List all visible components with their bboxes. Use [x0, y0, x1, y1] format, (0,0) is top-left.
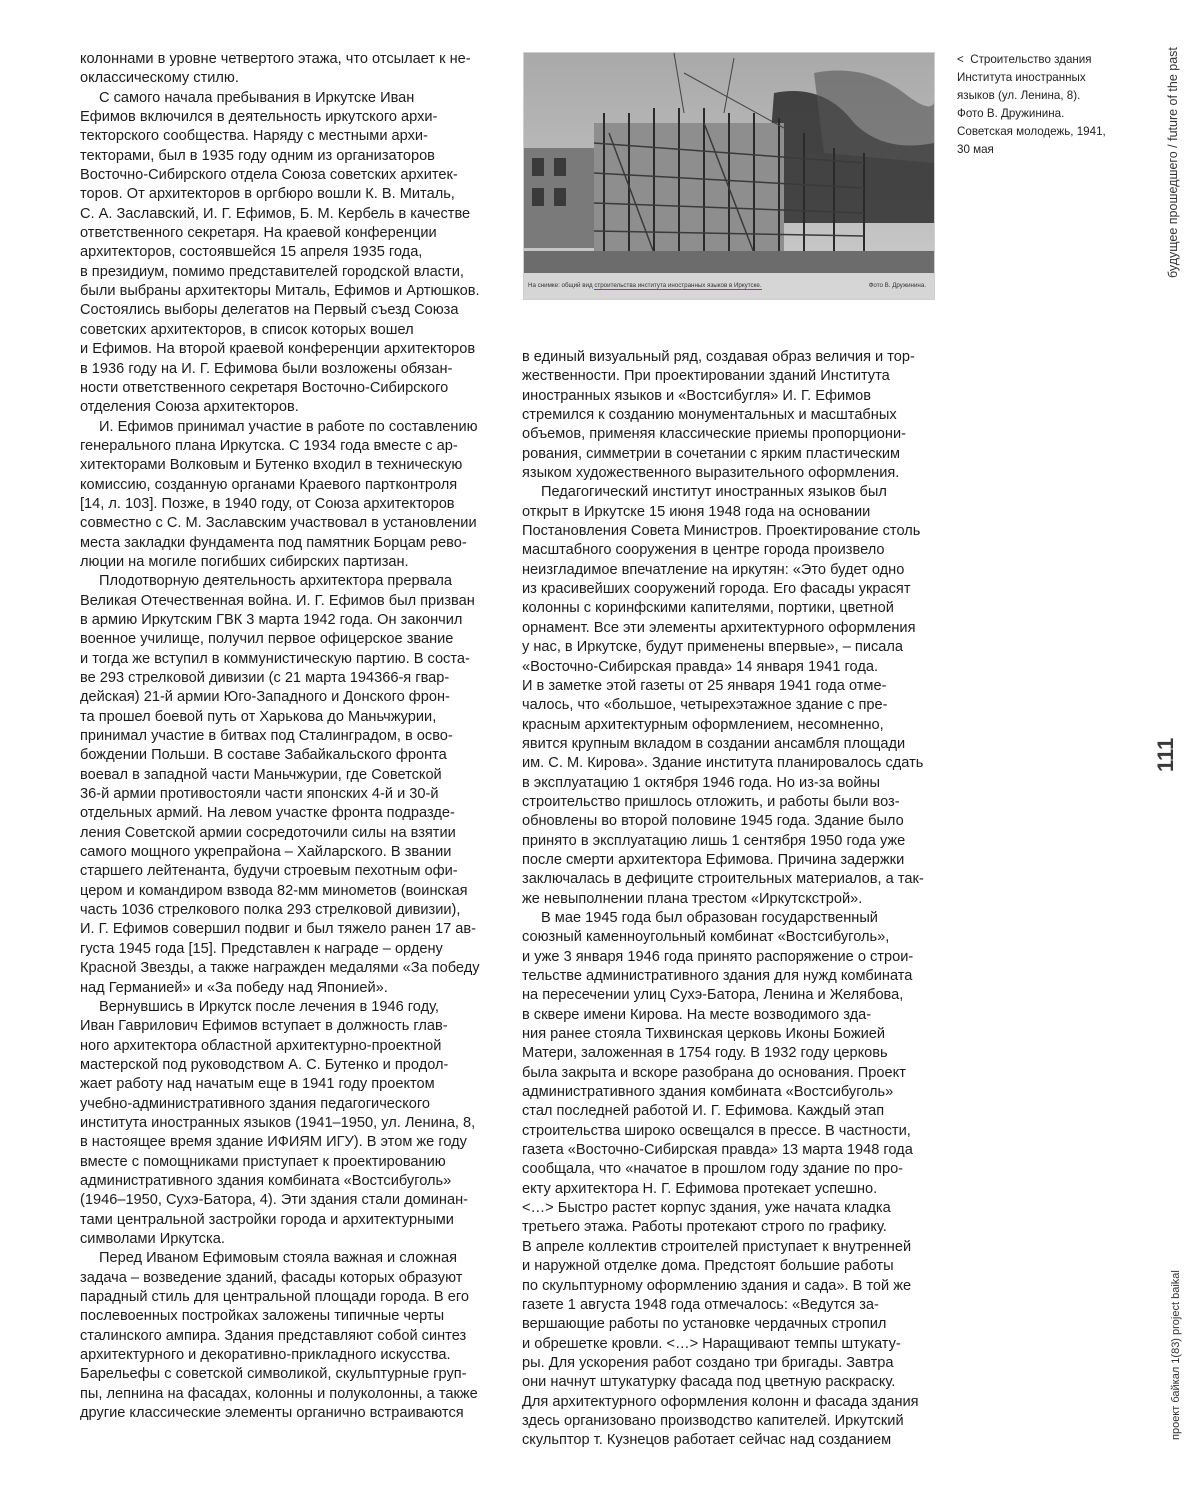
text-line: в президиум, помимо представителей городской власти, — [80, 263, 464, 280]
text-line: открыт в Иркутске 15 июня 1948 года на основании — [522, 503, 871, 520]
text-line: здесь организовано производство капителей. Иркутский — [522, 1412, 904, 1429]
text-line: неизгладимое впечатление на иркутян: «Это будет одно — [522, 561, 905, 578]
text-line: Перед Иваном Ефимовым стояла важная и сложная — [99, 1250, 458, 1267]
text-line: часть 1036 стрелкового полка 293 стрелковой дивизии), — [80, 902, 461, 919]
text-line: ния ранее стояла Тихвинская церковь Иконы Божией — [522, 1026, 886, 1043]
text-line: масштабного сооружения в центре города произвело — [522, 542, 885, 559]
text-line: ления Советской армии сосредоточили силы на взятии — [80, 824, 456, 841]
text-line: С самого начала пребывания в Иркутске Иван — [99, 89, 415, 106]
side-caption-line: < Строительство здания — [957, 53, 1092, 66]
right-text-column — [522, 348, 940, 1451]
text-line: совместно с С. М. Заславским участвовал в установлении — [80, 515, 477, 532]
text-line: воевал в западной части Маньчжурии, где Советской — [80, 766, 442, 783]
text-line: и тогда же вступил в коммунистическую партию. В соста- — [80, 650, 470, 667]
text-line: в единый визуальный ряд, создавая образ величия и тор- — [522, 349, 915, 365]
text-line: текторского сообщества. Наряду с местными архи- — [80, 128, 428, 145]
text-line: самого мощного укрепрайона – Хайларского. В звании — [80, 844, 452, 861]
photo-caption-left: На снимке: общий вид — [528, 282, 593, 289]
text-line: Состоялись выборы делегатов на Первый съезд Союза — [80, 302, 459, 319]
text-line: цером и командиром взвода 82-мм минометов (воинская — [80, 882, 468, 899]
text-line: генерального плана Иркутска. С 1934 года вместе с ар- — [80, 437, 458, 454]
text-line: строительства широко освещался в прессе. В частности, — [522, 1122, 911, 1139]
text-line: в настоящее время здание ИФИЯМ ИГУ). В этом же году — [80, 1134, 467, 1151]
text-line: и обрешетке кровли. <…> Наращивают темпы штукату- — [522, 1335, 901, 1352]
text-line: жественности. При проектировании зданий Института — [522, 368, 890, 385]
text-line: Плодотворную деятельность архитектора прервала — [99, 573, 452, 590]
running-head: будущее прошедшего / future of the past — [1166, 47, 1180, 278]
text-line: текторами, был в 1935 году одним из организаторов — [80, 147, 435, 164]
text-line: над Германией» и «За победу над Японией». — [80, 979, 388, 996]
text-line: бождении Польши. В составе Забайкальского фронта — [80, 747, 447, 764]
text-line: 36-й армии противостояли части японских 4-й и 30-й — [80, 786, 439, 803]
photo-caption-strip — [524, 273, 934, 299]
text-line: Ефимов включился в деятельность иркутского архи- — [80, 109, 438, 126]
text-line: ного архитектора областной архитектурно-проектной — [80, 1037, 442, 1054]
text-line: иностранных языков и «Востсибугля» И. Г. Ефимов — [522, 387, 872, 404]
side-caption-line: Советская молодежь, 1941, — [957, 125, 1106, 138]
text-line: в сквере имени Кирова. На месте возводимого зда- — [522, 1006, 872, 1023]
text-line: отделения Союза архитекторов. — [80, 399, 299, 416]
text-line: принимал участие в битвах под Сталинградом, в осво- — [80, 728, 453, 745]
text-line: они начнут штукатурку фасада под цветную раскраску. — [522, 1374, 896, 1391]
text-line: «Восточно-Сибирская правда» 14 января 1941 года. — [522, 658, 879, 675]
text-line: В мае 1945 года был образован государственный — [541, 909, 878, 926]
text-line: сообщала, что «начатое в прошлом году здание по про- — [522, 1161, 904, 1178]
text-line: ответственного секретаря. На краевой конференции — [80, 225, 437, 242]
text-line: Великая Отечественная война. И. Г. Ефимов был призван — [80, 592, 475, 609]
text-line: Постановления Совета Министров. Проектирование столь — [522, 523, 921, 540]
text-line: Иван Гаврилович Ефимов вступает в должность глав- — [80, 1018, 448, 1035]
text-line: колонны с коринфскими капителями, портики, цветной — [522, 600, 894, 617]
text-line: Педагогический институт иностранных языков был — [541, 484, 887, 501]
text-line: третьего этажа. Работы протекают строго по графику. — [522, 1219, 887, 1236]
text-line: И в заметке этой газеты от 25 января 1941 года отме- — [522, 677, 887, 694]
text-line: советских архитекторов, в список которых вошел — [80, 321, 414, 338]
text-line: [14, л. 103]. Позже, в 1940 году, от Союза архитекторов — [80, 495, 455, 512]
text-line: в армию Иркутским ГВК 3 марта 1942 года. Он закончил — [80, 611, 463, 628]
text-line: языком художественного выразительного оформления. — [522, 465, 900, 482]
text-line: тельстве административного здания для нужд комбината — [522, 968, 913, 984]
text-line: жает работу над начатым еще в 1941 году проектом — [80, 1076, 435, 1093]
text-line: та прошел боевой путь от Харькова до Маньчжурии, — [80, 708, 437, 725]
text-line: объемов, применяя классические приемы пропорциони- — [522, 426, 906, 443]
text-line: рования, симметрии в сочетании с ярким пластическим — [522, 445, 901, 462]
text-line: из красивейших сооружений города. Его фасады украсят — [522, 581, 911, 598]
text-line: (1946–1950, Сухэ-Батора, 4). Эти здания стали доминан- — [80, 1192, 469, 1209]
text-line: строительство пришлось отложить, и работы были воз- — [522, 793, 900, 810]
text-line: газета «Восточно-Сибирская правда» 13 марта 1948 года — [522, 1142, 913, 1159]
text-line: Для архитектурного оформления колонн и фасада здания — [522, 1393, 919, 1410]
text-line: люции на могиле погибших сибирских партизан. — [80, 553, 409, 570]
side-caption-line: языков (ул. Ленина, 8). — [957, 89, 1081, 102]
photo-caption-underlined: строительства института иностранных языков в Иркутске. — [594, 282, 762, 289]
text-line: и наружной отделке дома. Предстоят большие работы — [522, 1258, 894, 1275]
text-line: вместе с помощниками приступает к проектированию — [80, 1153, 446, 1170]
text-line: екту архитектора Н. Г. Ефимова протекает успешно. — [522, 1180, 878, 1197]
text-line: чалось, что «большое, четырехэтажное здание с пре- — [522, 697, 888, 714]
text-line: стал последней работой И. Г. Ефимова. Каждый этап — [522, 1103, 885, 1120]
text-line: же невыполнении плана трестом «Иркутскстрой». — [522, 890, 863, 907]
text-line: С. А. Заславский, И. Г. Ефимов, Б. М. Кербель в качестве — [80, 205, 471, 222]
text-line: парадный стиль для центральной площади города. В его — [80, 1289, 469, 1305]
text-line: административного здания комбината «Востсибуголь» — [522, 1084, 894, 1101]
text-line: принято в эксплуатацию лишь 1 сентября 1950 года уже — [522, 832, 906, 849]
text-line: Матери, заложенная в 1754 году. В 1932 году церковь — [522, 1045, 888, 1062]
text-line: Вернувшись в Иркутск после лечения в 1946 году, — [99, 998, 439, 1015]
text-line: хитекторами Волковым и Бутенко входил в техническую — [80, 457, 463, 474]
text-line: <…> Быстро растет корпус здания, уже начата кладка — [522, 1200, 891, 1217]
text-line: и уже 3 января 1946 года принято распоряжение о строи- — [522, 948, 914, 965]
text-line: Барельефы с советской символикой, скульптурные груп- — [80, 1366, 467, 1383]
text-line: И. Г. Ефимов совершил подвиг и был тяжело ранен 17 ав- — [80, 921, 476, 938]
text-line: в 1936 году на И. Г. Ефимова были возложены обязан- — [80, 360, 453, 377]
text-line: в эксплуатацию 1 октября 1946 года. Но из-за войны — [522, 774, 881, 791]
text-line: задача – возведение зданий, фасады которых образуют — [80, 1269, 463, 1286]
text-line: после смерти архитектора Ефимова. Причина задержки — [522, 851, 905, 868]
text-line: обновлены во второй половине 1945 года. Здание было — [522, 813, 904, 830]
construction-photo-image — [524, 53, 934, 273]
text-line: архитектурного и декоративно-прикладного искусства. — [80, 1347, 451, 1364]
text-line: оклассическому стилю. — [80, 70, 239, 87]
text-line: Восточно-Сибирского отдела Союза советских архитек- — [80, 167, 458, 184]
text-line: густа 1945 года [15]. Представлен к награде – ордену — [80, 940, 443, 957]
page-number: 111 — [1153, 737, 1178, 772]
text-line: вершающие работы по установке чердачных стропил — [522, 1316, 887, 1333]
text-line: другие классические элементы органично встраиваются — [80, 1405, 464, 1422]
text-line: красным архитектурным оформлением, несомненно, — [522, 716, 884, 733]
text-line: дейская) 21-й армии Юго-Западного и Донского фрон- — [80, 689, 450, 706]
text-line: пы, лепнина на фасадах, колонны и полуколонны, а также — [80, 1385, 478, 1402]
text-line: по скульптурному оформлению здания и сада». В той же — [522, 1277, 912, 1294]
text-line: была закрыта и вскоре разобрана до основания. Проект — [522, 1064, 906, 1081]
text-line: института иностранных языков (1941–1950, ул. Ленина, 8, — [80, 1114, 476, 1131]
text-line: газете 1 августа 1948 года отмечалось: «Ведутся за- — [522, 1296, 879, 1313]
text-line: мастерской под руководством А. С. Бутенко и продол- — [80, 1056, 449, 1073]
text-line: административного здания комбината «Востсибуголь» — [80, 1172, 452, 1189]
photo-caption-credit: Фото В. Дружинина. — [868, 282, 926, 289]
text-line: В апреле коллектив строителей приступает к внутренней — [522, 1238, 912, 1255]
text-line: союзный каменноугольный комбинат «Востсибуголь», — [522, 929, 890, 946]
text-line: И. Ефимов принимал участие в работе по составлению — [99, 418, 478, 435]
left-text-column — [80, 50, 500, 1423]
text-line: Красной Звезды, а также награжден медалями «За победу — [80, 960, 480, 977]
text-line: орнамент. Все эти элементы архитектурного оформления — [522, 619, 916, 636]
journal-line: проект байкал 1(83) project baikal — [1170, 1270, 1182, 1440]
text-line: символами Иркутска. — [80, 1230, 225, 1247]
text-line: явится крупным вкладом в создании ансамбля площади — [522, 735, 906, 752]
text-line: колоннами в уровне четвертого этажа, что отсылает к не- — [80, 51, 471, 67]
side-caption — [957, 51, 1147, 159]
text-line: у нас, в Иркутске, будут применены впервые», – писала — [522, 639, 904, 656]
text-line: отдельных армий. На левом участке фронта подразде- — [80, 805, 455, 822]
text-line: комиссию, созданную органами Краевого партконтроля — [80, 476, 458, 493]
text-line: стремился к созданию монументальных и масштабных — [522, 407, 897, 424]
text-line: места закладки фундамента под памятник Борцам рево- — [80, 534, 467, 551]
text-line: военное училище, получил первое офицерское звание — [80, 631, 454, 648]
construction-photo — [523, 52, 935, 300]
text-line: и Ефимов. На второй краевой конференции архитекторов — [80, 341, 476, 358]
side-caption-line: Фото В. Дружинина. — [957, 107, 1065, 120]
text-line: тами центральной застройки города и архитектурными — [80, 1211, 454, 1228]
text-line: ве 293 стрелковой дивизии (с 21 марта 194366-я гвар- — [80, 670, 450, 686]
text-line: учебно-административного здания педагогического — [80, 1095, 430, 1112]
text-line: сталинского ампира. Здания представляют собой синтез — [80, 1327, 467, 1344]
text-line: заключалась в дефиците строительных материалов, а так- — [522, 871, 924, 888]
text-line: торов. От архитекторов в оргбюро вошли К. В. Миталь, — [80, 186, 455, 203]
text-line: ности ответственного секретаря Восточно-Сибирского — [80, 379, 449, 396]
side-caption-line: Института иностранных — [957, 71, 1086, 84]
text-line: архитекторов, состоявшейся 15 апреля 1935 года, — [80, 244, 423, 261]
text-line: скульптор т. Кузнецов работает сейчас над созданием — [522, 1432, 892, 1449]
text-line: на пересечении улиц Сухэ-Батора, Ленина и Желябова, — [522, 987, 904, 1004]
text-line: им. С. М. Кирова». Здание института планировалось сдать — [522, 755, 924, 772]
text-line: ры. Для ускорения работ создано три бригады. Завтра — [522, 1354, 894, 1371]
text-line: старшего лейтенанта, будучи строевым пехотным офи- — [80, 863, 458, 880]
text-line: были выбраны архитекторы Миталь, Ефимов и Артюшков. — [80, 283, 480, 300]
side-caption-line: 30 мая — [957, 143, 994, 156]
text-line: послевоенных постройках заложены типичные черты — [80, 1308, 445, 1325]
